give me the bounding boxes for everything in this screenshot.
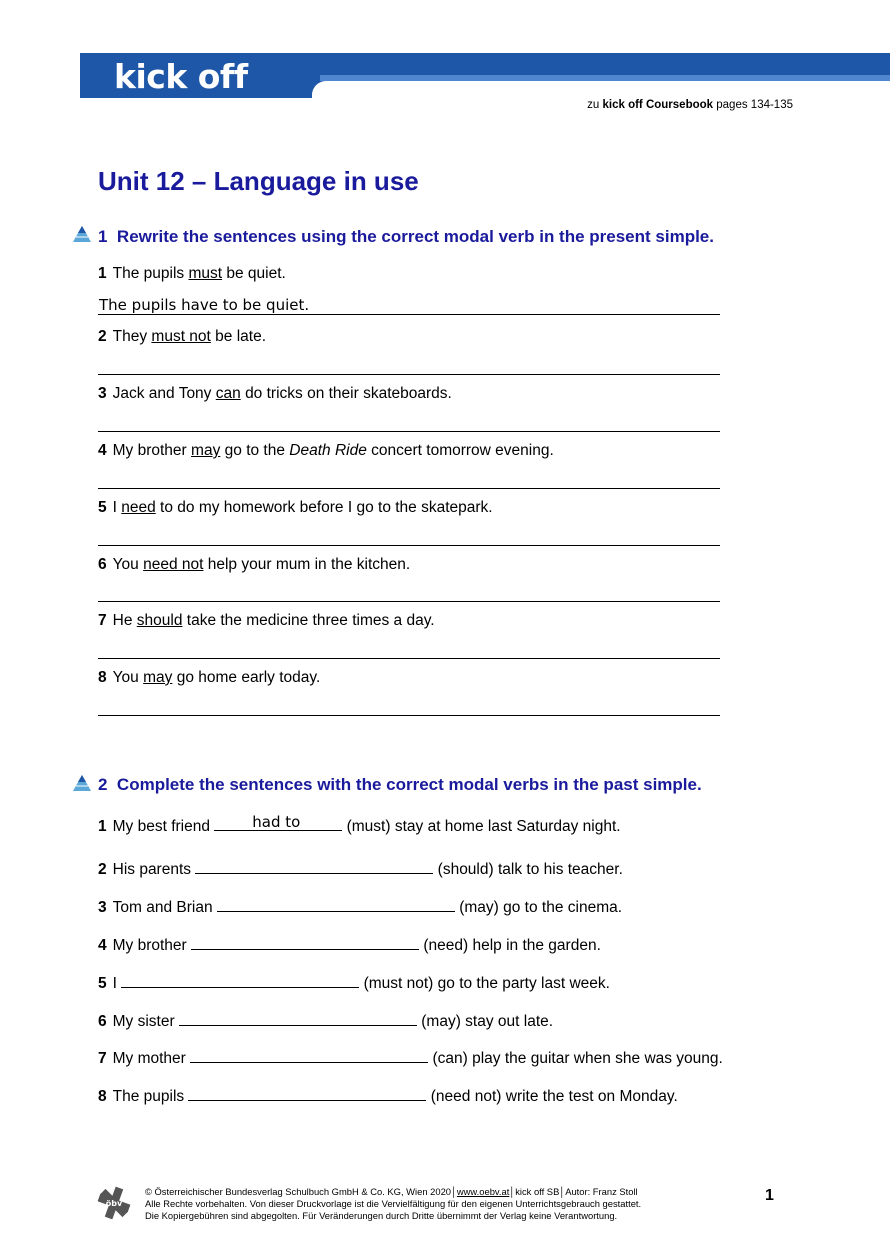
answer-line-3[interactable] bbox=[98, 431, 720, 432]
answer-line-8[interactable] bbox=[98, 715, 720, 716]
coursebook-reference: zu kick off Coursebook pages 134-135 bbox=[587, 99, 793, 111]
difficulty-triangle-icon bbox=[72, 774, 92, 792]
blank-field[interactable] bbox=[179, 1011, 417, 1026]
ex2-item-1: 1 My best friend had to (must) stay at home last Saturday night. bbox=[98, 813, 621, 835]
banner-notch bbox=[312, 81, 890, 98]
ex1-item-1: 1 The pupils must be quiet. bbox=[98, 265, 286, 282]
ex1-item-8: 8 You may go home early today. bbox=[98, 669, 321, 686]
answer-line-6[interactable] bbox=[98, 601, 720, 602]
example-answer: The pupils have to be quiet. bbox=[99, 296, 310, 314]
ex1-item-7: 7 He should take the medicine three times a day. bbox=[98, 612, 435, 629]
blank-field[interactable] bbox=[195, 859, 433, 874]
ex1-item-4: 4 My brother may go to the Death Ride concert tomorrow evening. bbox=[98, 442, 554, 459]
kick-off-logo: kick off bbox=[114, 57, 248, 96]
ex2-item-7: 7 My mother (can) play the guitar when she was young. bbox=[98, 1050, 723, 1067]
header-banner bbox=[80, 53, 890, 98]
exercise-2-heading: 2 Complete the sentences with the correct modal verbs in the past simple. bbox=[98, 775, 702, 794]
svg-text:öbv: öbv bbox=[105, 1199, 123, 1208]
exercise-1-heading: 1 Rewrite the sentences using the correct modal verb in the present simple. bbox=[98, 227, 714, 246]
blank-field[interactable] bbox=[214, 813, 342, 831]
footer-copyright: © Österreichischer Bundesverlag Schulbuch GmbH & Co. KG, Wien 2020│www.oebv.at│kick off SB│Autor: Franz Stoll Alle Rechte vorbehalten. Von dieser Druckvorlage ist die Vervielfältigung für den eigenen Unterrichtsgebrauch gestattet. Die Kopiergebühren sind abgegolten. Für Veränderungen durch Dritte übernimmt der Verlag keine Verantwortung. bbox=[145, 1186, 642, 1221]
difficulty-triangle-icon bbox=[72, 225, 92, 243]
ex2-item-6: 6 My sister (may) stay out late. bbox=[98, 1013, 554, 1030]
ex2-item-4: 4 My brother (need) help in the garden. bbox=[98, 937, 601, 954]
handwritten-answer: had to bbox=[252, 813, 301, 831]
oebv-logo-icon bbox=[97, 1186, 131, 1220]
ex2-item-3: 3 Tom and Brian (may) go to the cinema. bbox=[98, 899, 623, 916]
blank-field[interactable] bbox=[188, 1086, 426, 1101]
blank-field[interactable] bbox=[121, 973, 359, 988]
ex1-item-5: 5 I need to do my homework before I go to the skatepark. bbox=[98, 499, 493, 516]
blank-field[interactable] bbox=[191, 935, 419, 950]
blank-field[interactable] bbox=[217, 897, 455, 912]
ex2-item-2: 2 His parents (should) talk to his teacher. bbox=[98, 861, 623, 878]
answer-line-7[interactable] bbox=[98, 658, 720, 659]
ex2-item-5: 5 I (must not) go to the party last week. bbox=[98, 975, 610, 992]
answer-line-2[interactable] bbox=[98, 374, 720, 375]
page-number: 1 bbox=[765, 1187, 774, 1204]
ex1-item-3: 3 Jack and Tony can do tricks on their skateboards. bbox=[98, 385, 452, 402]
blank-field[interactable] bbox=[190, 1048, 428, 1063]
ex1-item-6: 6 You need not help your mum in the kitchen. bbox=[98, 556, 411, 573]
answer-line-1[interactable] bbox=[98, 314, 720, 315]
page-title: Unit 12 – Language in use bbox=[98, 166, 419, 196]
answer-line-5[interactable] bbox=[98, 545, 720, 546]
ex1-item-2: 2 They must not be late. bbox=[98, 328, 267, 345]
ex2-item-8: 8 The pupils (need not) write the test on Monday. bbox=[98, 1088, 678, 1105]
publisher-link[interactable]: www.oebv.at bbox=[456, 1186, 510, 1197]
answer-line-4[interactable] bbox=[98, 488, 720, 489]
